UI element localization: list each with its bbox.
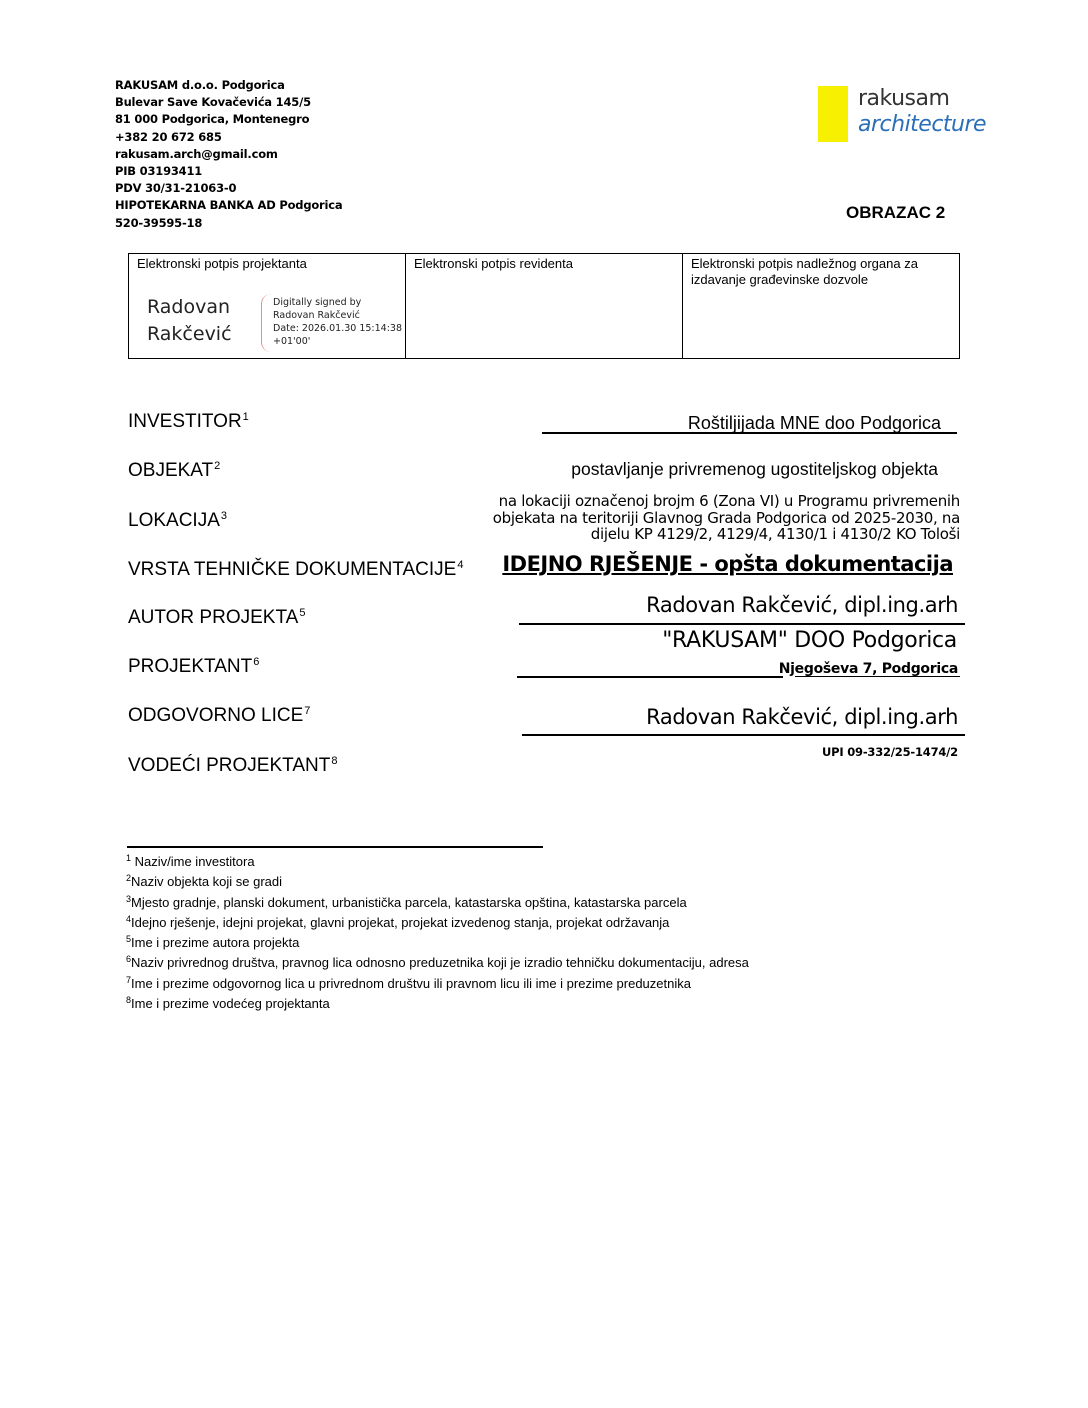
lokacija-line: na lokaciji označenoj brojm 6 (Zona VI) u Programu privremenih xyxy=(498,492,960,510)
autor-underline xyxy=(519,623,965,625)
sig-meta-line: Digitally signed by xyxy=(273,297,362,308)
logo-word-architecture: architecture xyxy=(858,112,987,137)
value-projektant: "RAKUSAM" DOO Podgorica xyxy=(662,628,957,653)
footnote-separator xyxy=(127,846,543,848)
label-odgovorno-lice: ODGOVORNO LICE$^7$ xyxy=(128,705,311,726)
value-lokacija xyxy=(493,493,960,543)
reviewer-signature-cell xyxy=(406,254,683,359)
form-title: OBRAZAC 2 xyxy=(846,203,946,222)
company-bank: HIPOTEKARNA BANKA AD Podgorica xyxy=(115,198,343,213)
footnote-item: $^8$Ime i prezime vodećeg projektanta xyxy=(126,995,330,1012)
footnote-item: $^7$Ime i prezime odgovornog lica u privrednom društvu ili pravnom licu ili ime i prezime preduzetnika xyxy=(126,974,691,991)
sig-meta-date: Date: 2026.01.30 15:14:38 xyxy=(273,323,403,334)
company-street: Bulevar Save Kovačevića 145/5 xyxy=(115,95,311,110)
logo-word-rakusam: rakusam xyxy=(858,86,950,111)
reviewer-signature-header: Elektronski potpis revidenta xyxy=(414,256,573,271)
designer-signature-cell xyxy=(129,254,406,359)
value-autor: Radovan Rakčević, dipl.ing.arh xyxy=(646,593,958,617)
company-email: rakusam.arch@gmail.com xyxy=(115,146,278,161)
authority-signature-header: Elektronski potpis nadležnog organa za izdavanje građevinske dozvole xyxy=(691,256,918,287)
footnote-item: $^5$Ime i prezime autora projekta xyxy=(126,934,300,951)
value-investitor: Roštiljijada MNE doo Podgorica xyxy=(687,413,941,433)
footnotes xyxy=(126,850,749,1012)
footnote-item: $^2$Naziv objekta koji se gradi xyxy=(126,873,283,890)
company-city: 81 000 Podgorica, Montenegro xyxy=(115,112,310,127)
upi-reference: UPI 09-332/25-1474/2 xyxy=(821,745,958,759)
logo-yellow-bar xyxy=(818,86,848,142)
signature-metadata xyxy=(273,296,402,348)
signer-last-name: Rakčević xyxy=(147,323,232,345)
footnote-item: $^6$Naziv privrednog društva, pravnog lica odnosno preduzetnika koji je izradio tehničku dokumentaciju, adresa xyxy=(126,954,749,971)
lokacija-line: dijelu KP 4129/2, 4129/4, 4130/1 i 4130/2 KO Tološi xyxy=(590,525,960,543)
rakusam-logo xyxy=(818,86,1018,144)
company-name: RAKUSAM d.o.o. Podgorica xyxy=(115,78,285,92)
lokacija-line: objekata na teritoriji Glavnog Grada Podgorica od 2025-2030, na xyxy=(492,508,960,527)
company-pib: PIB 03193411 xyxy=(115,164,203,179)
designer-signature-header: Elektronski potpis projektanta xyxy=(137,256,307,271)
footnote-item: $^1$ Naziv/ime investitora xyxy=(126,853,255,869)
company-phone: +382 20 672 685 xyxy=(115,129,222,144)
authority-signature-cell xyxy=(683,254,960,359)
signer-first-name: Radovan xyxy=(147,296,231,318)
projektant-underline-right xyxy=(795,676,960,677)
value-projektant-address: Njegoševa 7, Podgorica xyxy=(778,661,958,677)
footnote-item: $^3$Mjesto gradnje, planski dokument, urbanistička parcela, katastarska opština, katastarska parcela xyxy=(126,893,687,910)
label-autor: AUTOR PROJEKTA$^5$ xyxy=(128,607,306,628)
investitor-underline xyxy=(542,432,957,434)
signer-name xyxy=(147,294,232,348)
label-projektant: PROJEKTANT$^6$ xyxy=(128,656,260,677)
sig-meta-timezone: +01'00' xyxy=(273,336,311,347)
label-objekat: OBJEKAT$^2$ xyxy=(128,460,221,481)
value-vrsta-dokumentacije: IDEJNO RJEŠENJE - opšta dokumentacija xyxy=(502,552,953,576)
sig-meta-line: Radovan Rakčević xyxy=(273,310,360,321)
label-vrsta: VRSTA TEHNIČKE DOKUMENTACIJE$^4$ xyxy=(128,559,464,580)
signature-table xyxy=(128,253,960,359)
value-objekat: postavljanje privremenog ugostiteljskog objekta xyxy=(571,459,938,479)
label-investitor: INVESTITOR$^1$ xyxy=(128,411,249,432)
label-lokacija: LOKACIJA$^3$ xyxy=(128,510,227,531)
company-account: 520-39595-18 xyxy=(115,215,203,230)
projektant-underline-left xyxy=(517,676,783,678)
label-vodeci-projektant: VODEĆI PROJEKTANT$^8$ xyxy=(128,755,338,776)
footnote-item: $^4$Idejno rješenje, idejni projekat, glavni projekat, projekat izvedenog stanja, projekat održavanja xyxy=(126,913,670,930)
company-info xyxy=(115,77,342,232)
company-pdv: PDV 30/31-21063-0 xyxy=(115,181,237,196)
odgovorno-underline xyxy=(522,734,965,736)
value-odgovorno-lice: Radovan Rakčević, dipl.ing.arh xyxy=(646,705,958,729)
